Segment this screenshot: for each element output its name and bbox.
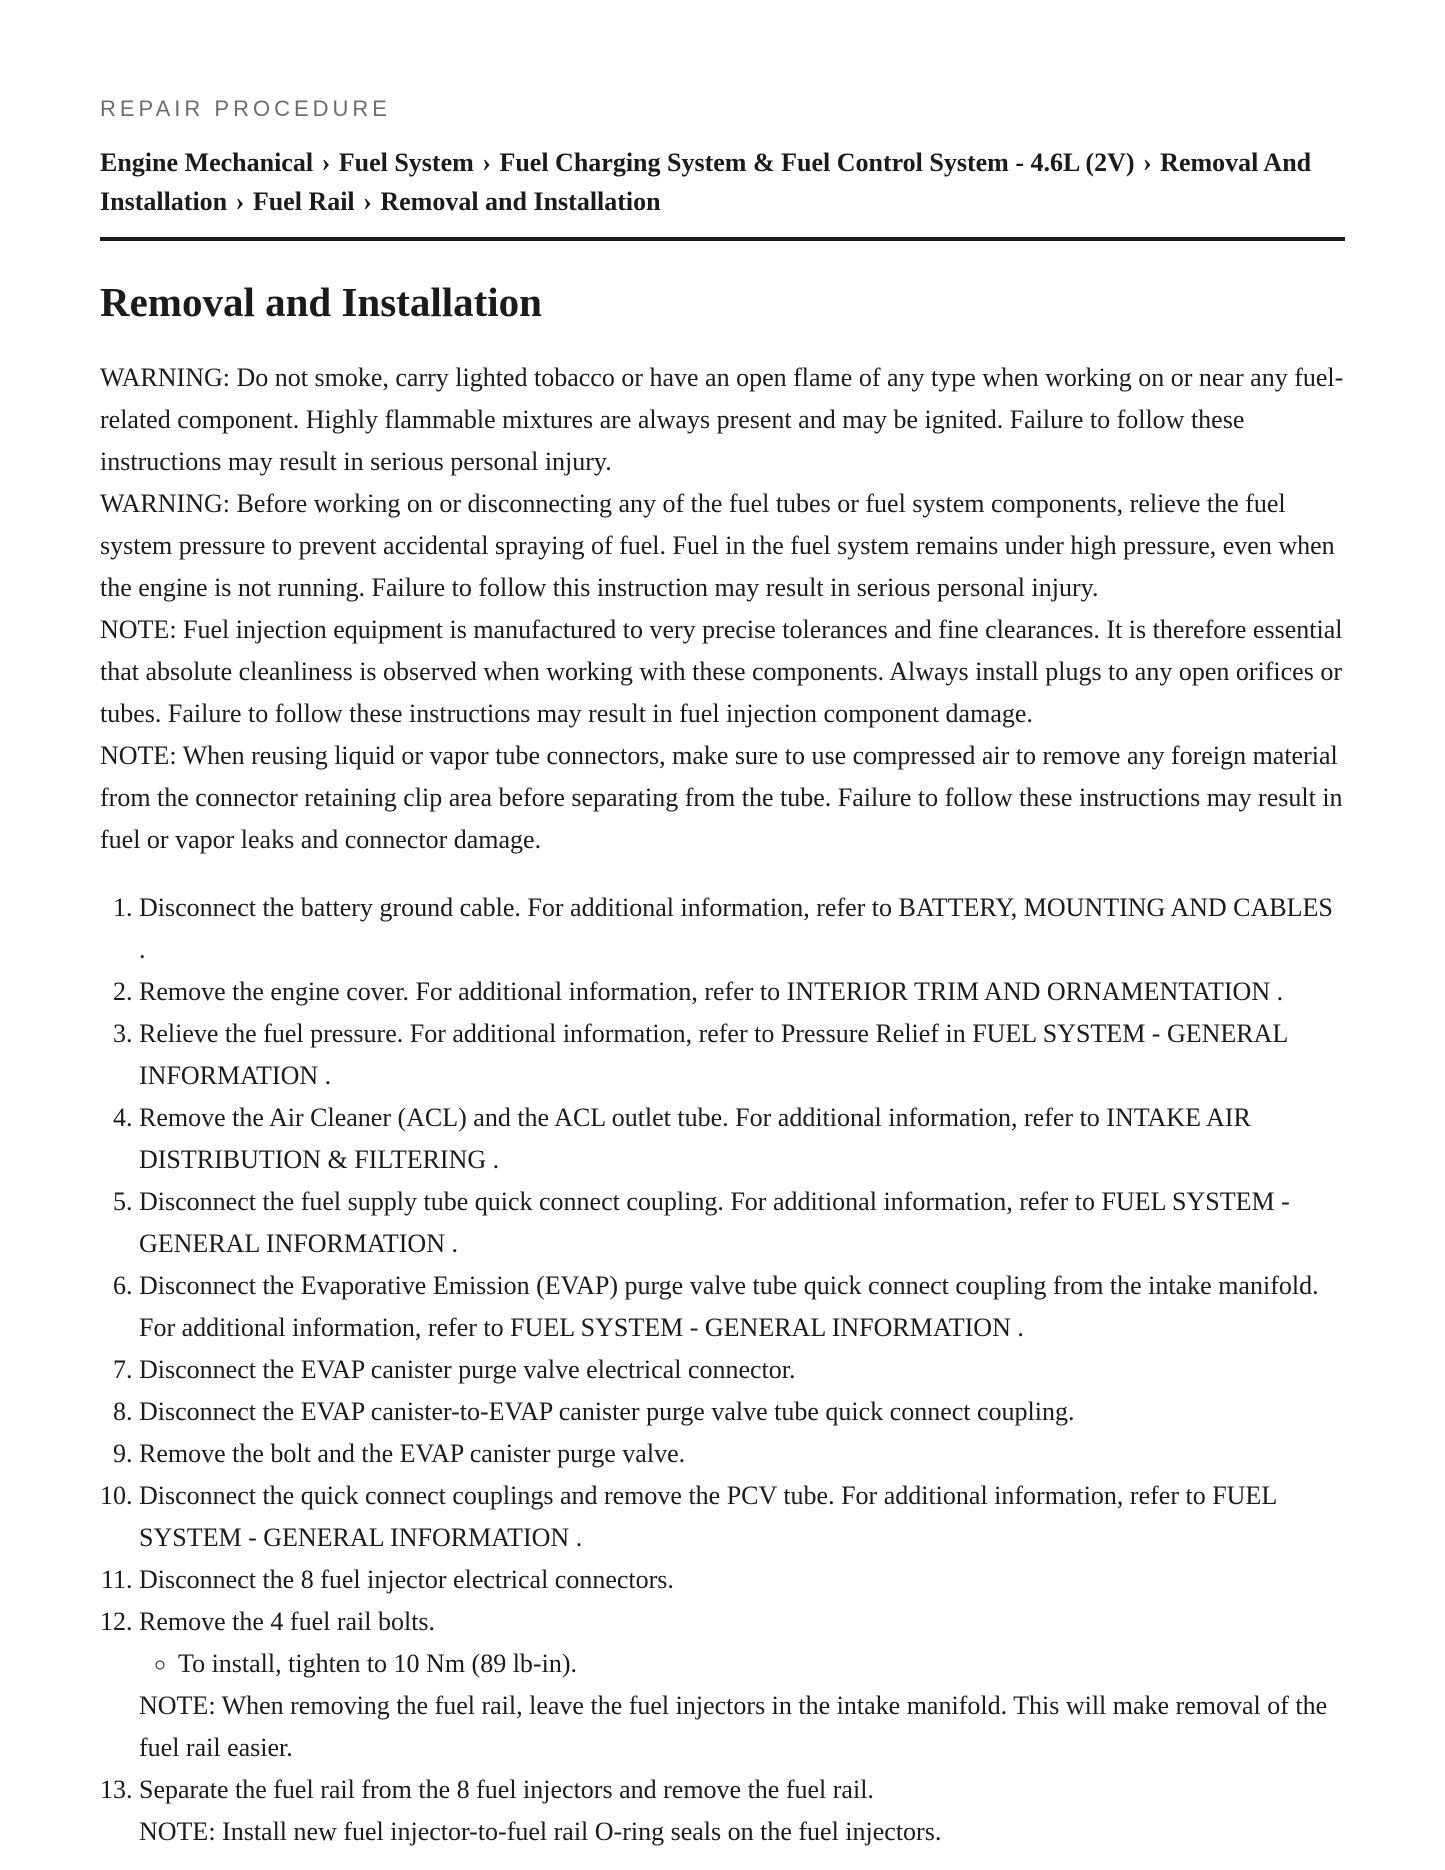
procedure-step [139,1349,1345,1391]
breadcrumb-item: Removal and Installation [380,187,661,216]
procedure-step [139,1265,1345,1349]
step-text: Separate the fuel rail from the 8 fuel injectors and remove the fuel rail. [139,1775,874,1804]
procedure-step [139,1181,1345,1265]
step-subitems [139,1643,1345,1685]
step-note: NOTE: When removing the fuel rail, leave the fuel injectors in the intake manifold. This will make removal of the fuel rail easier. [139,1691,1328,1762]
breadcrumb [100,143,1345,241]
breadcrumb-separator: › [363,187,372,216]
breadcrumb-item: Fuel Rail [252,187,355,216]
breadcrumb-item: Removal And Installation [100,148,1312,216]
breadcrumb-item: Fuel System [338,148,474,177]
breadcrumb-item: Engine Mechanical [100,148,314,177]
procedure-step [139,1559,1345,1601]
note-paragraph: NOTE: Fuel injection equipment is manufactured to very precise tolerances and fine clearances. It is therefore essential that absolute cleanliness is observed when working with these components. Always install plugs to any open orifices or tubes. Failure to follow these instructions may result in fuel injection component damage. [100,615,1343,728]
warning-notes [100,357,1345,861]
procedure-step [139,1769,1345,1853]
warning-paragraph: WARNING: Do not smoke, carry lighted tobacco or have an open flame of any type when working on or near any fuel-related component. Highly flammable mixtures are always present and may be ignited. Failure to follow these instructions may result in serious personal injury. [100,363,1344,476]
procedure-step [139,887,1345,971]
step-text: Disconnect the EVAP canister purge valve electrical connector. [139,1355,796,1384]
procedure-step [139,1097,1345,1181]
procedure-step [139,1391,1345,1433]
step-text: Disconnect the Evaporative Emission (EVAP) purge valve tube quick connect coupling from the intake manifold. For additional information, refer to FUEL SYSTEM - GENERAL INFORMATION . [139,1271,1319,1342]
step-text: Disconnect the quick connect couplings and remove the PCV tube. For additional information, refer to FUEL SYSTEM - GENERAL INFORMATION . [139,1481,1277,1552]
section-kicker: REPAIR PROCEDURE [100,96,391,121]
breadcrumb-item: Fuel Charging System & Fuel Control System - 4.6L (2V) [499,148,1135,177]
step-note: NOTE: Install new fuel injector-to-fuel rail O-ring seals on the fuel injectors. [139,1817,942,1846]
breadcrumb-separator: › [1143,148,1152,177]
warning-paragraph: WARNING: Before working on or disconnecting any of the fuel tubes or fuel system components, relieve the fuel system pressure to prevent accidental spraying of fuel. Fuel in the fuel system remains under high pressure, even when the engine is not running. Failure to follow this instruction may result in serious personal injury. [100,489,1335,602]
procedure-step [139,1601,1345,1769]
step-text: Disconnect the battery ground cable. For additional information, refer to BATTERY, MOUNTING AND CABLES . [139,893,1333,964]
step-text: Remove the Air Cleaner (ACL) and the ACL outlet tube. For additional information, refer to INTAKE AIR DISTRIBUTION & FILTERING . [139,1103,1251,1174]
breadcrumb-separator: › [235,187,245,216]
procedure-step [139,1475,1345,1559]
procedure-step [139,971,1345,1013]
step-text: Disconnect the 8 fuel injector electrical connectors. [139,1565,674,1594]
step-text: Remove the bolt and the EVAP canister purge valve. [139,1439,686,1468]
step-text: Remove the engine cover. For additional information, refer to INTERIOR TRIM AND ORNAMENTATION . [139,977,1284,1006]
procedure-step [139,1013,1345,1097]
breadcrumb-separator: › [321,148,331,177]
procedure-steps [100,887,1345,1853]
procedure-step [139,1433,1345,1475]
note-paragraph: NOTE: When reusing liquid or vapor tube connectors, make sure to use compressed air to remove any foreign material from the connector retaining clip area before separating from the tube. Failure to follow these instructions may result in fuel or vapor leaks and connector damage. [100,741,1343,854]
step-text: Relieve the fuel pressure. For additional information, refer to Pressure Relief in FUEL SYSTEM - GENERAL INFORMATION . [139,1019,1288,1090]
step-text: Remove the 4 fuel rail bolts. [139,1607,436,1636]
step-subitem: ◦ To install, tighten to 10 Nm (89 lb-in). [178,1643,1345,1685]
page-title: Removal and Installation [100,279,542,325]
breadcrumb-separator: › [482,148,491,177]
step-text: Disconnect the EVAP canister-to-EVAP canister purge valve tube quick connect coupling. [139,1397,1075,1426]
step-text: Disconnect the fuel supply tube quick connect coupling. For additional information, refer to FUEL SYSTEM - GENERAL INFORMATION . [139,1187,1290,1258]
